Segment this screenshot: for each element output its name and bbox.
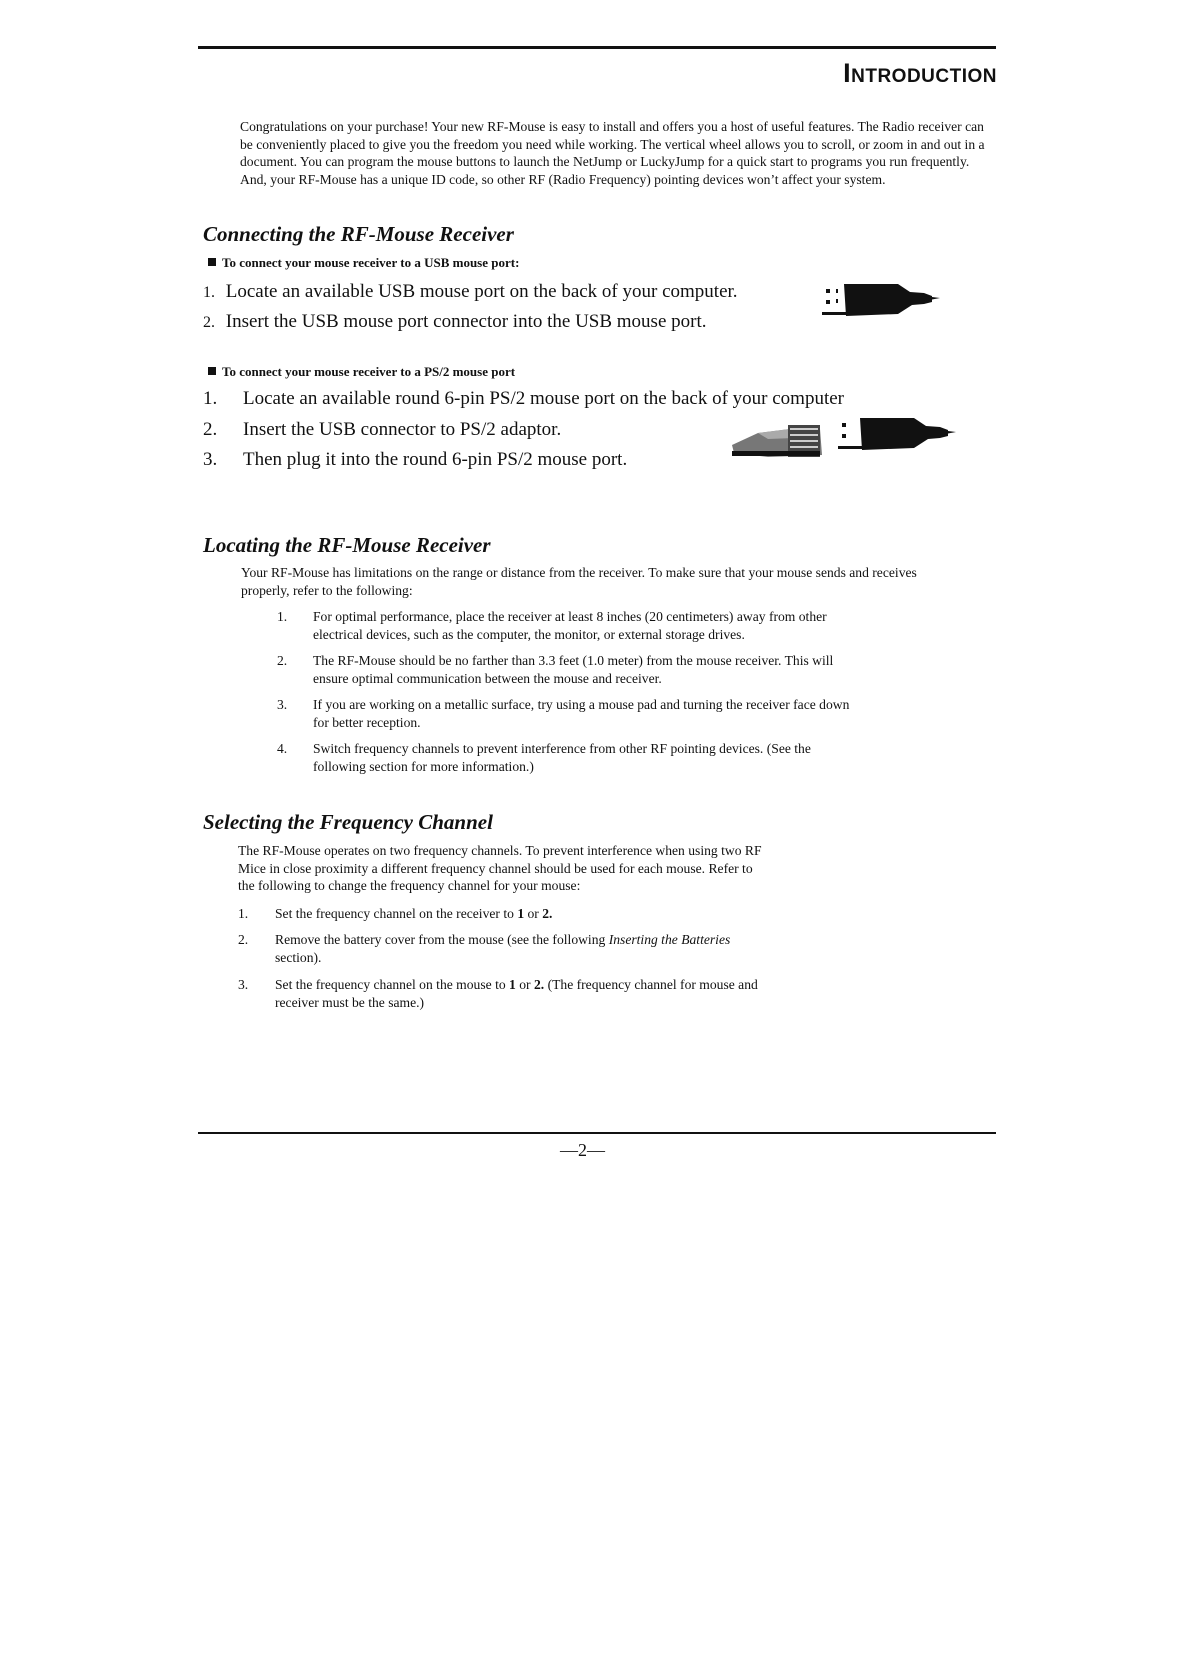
- locating-paragraph: Your RF-Mouse has limitations on the range or distance from the receiver. To make sure that your mouse sends and receives properly, refer to the following:: [241, 565, 917, 598]
- step-text: Locate an available round 6-pin PS/2 mouse port on the back of your computer: [243, 388, 844, 409]
- step-number: 4.: [277, 741, 288, 756]
- page-heading: Introduction: [843, 58, 997, 88]
- bullet-square-icon: [208, 367, 216, 375]
- frequency-step-1: [238, 905, 938, 923]
- step-text: Set the frequency channel on the mouse to 1 or 2. (The frequency channel for mouse and receiver must be the same.): [275, 977, 758, 1010]
- step-number: 1.: [203, 388, 218, 409]
- step-number: 3.: [238, 977, 249, 992]
- step-number: 3.: [203, 449, 218, 470]
- frequency-step-2: [238, 931, 938, 967]
- step-number: 1.: [203, 284, 215, 301]
- ps2-step-1: [203, 388, 844, 410]
- top-rule: [198, 46, 996, 49]
- section-title-locating: Locating the RF-Mouse Receiver: [203, 533, 491, 557]
- step-text: Then plug it into the round 6-pin PS/2 mouse port.: [243, 449, 628, 470]
- step-number: 2.: [277, 653, 288, 668]
- step-text: The RF-Mouse should be no farther than 3.3 feet (1.0 meter) from the mouse receiver. This will ensure optimal communication between the mouse and receiver.: [313, 653, 834, 686]
- bullet-square-icon: [208, 258, 216, 266]
- step-text: For optimal performance, place the receiver at least 8 inches (20 centimeters) away from other electrical devices, such as the computer, the monitor, or external storage drives.: [313, 609, 827, 642]
- section-title-frequency: Selecting the Frequency Channel: [203, 810, 493, 834]
- step-text: Switch frequency channels to prevent interference from other RF pointing devices. (See the following section for more information.): [313, 741, 811, 774]
- locating-step-1: [277, 608, 977, 644]
- ps2-adapter-icon: [728, 415, 828, 461]
- usb-connector-icon: [836, 414, 964, 456]
- step-text: Remove the battery cover from the mouse (see the following Inserting the Batteries section).: [275, 932, 731, 965]
- intro-paragraph: Congratulations on your purchase! Your new RF-Mouse is easy to install and offers you a host of useful features. The Radio receiver can be conveniently placed to give you the freedom you need while working. The vertical wheel allows you to scroll, or zoom in and out in a document. You can program the mouse buttons to launch the NetJump or LuckyJump for a quick start to programs you run frequently. And, your RF-Mouse has a unique ID code, so other RF (Radio Frequency) pointing devices won’t affect your system.: [240, 119, 985, 187]
- page-number: —2—: [560, 1140, 605, 1160]
- section-title-connecting: Connecting the RF-Mouse Receiver: [203, 222, 514, 246]
- usb-step-1: [203, 281, 738, 303]
- frequency-step-3: [238, 976, 938, 1012]
- usb-step-2: [203, 311, 707, 333]
- ps2-subheading-text: To connect your mouse receiver to a PS/2 mouse port: [222, 364, 516, 379]
- usb-subheading: [208, 255, 519, 271]
- step-number: 3.: [277, 697, 288, 712]
- step-number: 1.: [238, 906, 249, 921]
- step-text: Insert the USB connector to PS/2 adaptor.: [243, 419, 562, 440]
- step-text: If you are working on a metallic surface, try using a mouse pad and turning the receiver face down for better reception.: [313, 697, 850, 730]
- locating-step-4: [277, 740, 977, 776]
- ps2-subheading: [208, 364, 515, 380]
- usb-connector-icon: [820, 280, 948, 322]
- locating-step-3: [277, 696, 977, 732]
- usb-subheading-text: To connect your mouse receiver to a USB mouse port:: [222, 255, 520, 270]
- step-number: 1.: [277, 609, 288, 624]
- step-number: 2.: [238, 932, 249, 947]
- locating-step-2: [277, 652, 977, 688]
- ps2-step-3: [203, 449, 628, 471]
- bottom-rule: [198, 1132, 996, 1134]
- step-number: 2.: [203, 314, 215, 331]
- ps2-step-2: [203, 419, 562, 441]
- frequency-paragraph: The RF-Mouse operates on two frequency channels. To prevent interference when using two RF Mice in close proximity a different frequency channel should be used for each mouse. Refer to the following to change the frequency channel for your mouse:: [238, 843, 762, 894]
- step-text: Set the frequency channel on the receiver to 1 or 2.: [275, 906, 553, 921]
- step-text: Locate an available USB mouse port on the back of your computer.: [225, 281, 738, 302]
- step-number: 2.: [203, 419, 218, 440]
- step-text: Insert the USB mouse port connector into the USB mouse port.: [225, 311, 707, 332]
